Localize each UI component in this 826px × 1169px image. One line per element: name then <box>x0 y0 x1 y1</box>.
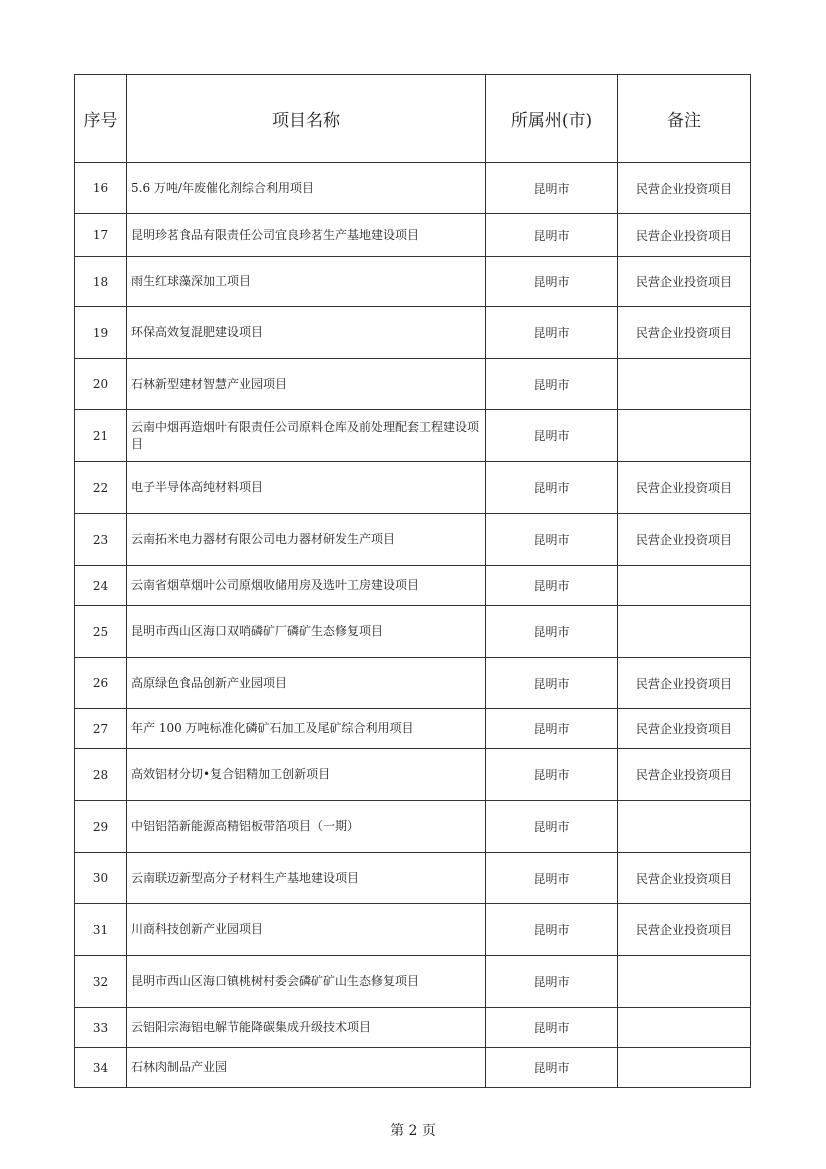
row-number: 20 <box>75 359 127 410</box>
table-row <box>75 904 751 956</box>
project-name: 5.6 万吨/年废催化剂综合利用项目 <box>127 163 486 214</box>
table-row <box>75 709 751 749</box>
note-text: 民营企业投资项目 <box>618 257 751 307</box>
city-name: 昆明市 <box>486 359 618 410</box>
row-number: 17 <box>75 214 127 257</box>
row-number: 26 <box>75 658 127 709</box>
project-name: 川商科技创新产业园项目 <box>127 904 486 956</box>
table-row <box>75 956 751 1008</box>
table-row <box>75 462 751 514</box>
note-text: 民营企业投资项目 <box>618 904 751 956</box>
city-name: 昆明市 <box>486 1048 618 1088</box>
project-name: 石林新型建材智慧产业园项目 <box>127 359 486 410</box>
table-row <box>75 749 751 801</box>
row-number: 32 <box>75 956 127 1008</box>
row-number: 23 <box>75 514 127 566</box>
city-name: 昆明市 <box>486 658 618 709</box>
note-text <box>618 606 751 658</box>
note-text: 民营企业投资项目 <box>618 307 751 359</box>
table-row <box>75 853 751 904</box>
city-name: 昆明市 <box>486 709 618 749</box>
project-name: 年产 100 万吨标准化磷矿石加工及尾矿综合利用项目 <box>127 709 486 749</box>
project-name: 中铝铝箔新能源高精铝板带箔项目（一期） <box>127 801 486 853</box>
note-text <box>618 410 751 462</box>
city-name: 昆明市 <box>486 801 618 853</box>
note-text <box>618 566 751 606</box>
project-name: 石林肉制品产业园 <box>127 1048 486 1088</box>
table-row <box>75 163 751 214</box>
note-text: 民营企业投资项目 <box>618 163 751 214</box>
project-name: 高原绿色食品创新产业园项目 <box>127 658 486 709</box>
note-text: 民营企业投资项目 <box>618 853 751 904</box>
city-name: 昆明市 <box>486 410 618 462</box>
project-name: 云南拓米电力器材有限公司电力器材研发生产项目 <box>127 514 486 566</box>
row-number: 29 <box>75 801 127 853</box>
city-name: 昆明市 <box>486 904 618 956</box>
row-number: 24 <box>75 566 127 606</box>
table-row <box>75 514 751 566</box>
city-name: 昆明市 <box>486 749 618 801</box>
project-name: 高效铝材分切•复合铝精加工创新项目 <box>127 749 486 801</box>
row-number: 33 <box>75 1008 127 1048</box>
note-text <box>618 956 751 1008</box>
table-header-row <box>75 75 751 163</box>
city-name: 昆明市 <box>486 462 618 514</box>
row-number: 22 <box>75 462 127 514</box>
project-name: 电子半导体高纯材料项目 <box>127 462 486 514</box>
row-number: 31 <box>75 904 127 956</box>
project-name: 昆明珍茗食品有限责任公司宜良珍茗生产基地建设项目 <box>127 214 486 257</box>
project-name: 雨生红球藻深加工项目 <box>127 257 486 307</box>
note-text: 民营企业投资项目 <box>618 709 751 749</box>
note-text <box>618 801 751 853</box>
note-text: 民营企业投资项目 <box>618 749 751 801</box>
project-name: 昆明市西山区海口镇桃树村委会磷矿矿山生态修复项目 <box>127 956 486 1008</box>
note-text <box>618 1048 751 1088</box>
row-number: 28 <box>75 749 127 801</box>
city-name: 昆明市 <box>486 163 618 214</box>
row-number: 16 <box>75 163 127 214</box>
note-text <box>618 359 751 410</box>
note-text: 民营企业投资项目 <box>618 658 751 709</box>
table-row <box>75 801 751 853</box>
table-row <box>75 1048 751 1088</box>
row-number: 25 <box>75 606 127 658</box>
project-name: 昆明市西山区海口双哨磷矿厂磷矿生态修复项目 <box>127 606 486 658</box>
city-name: 昆明市 <box>486 514 618 566</box>
table-row <box>75 214 751 257</box>
table-row <box>75 1008 751 1048</box>
header-no: 序号 <box>75 75 127 163</box>
row-number: 27 <box>75 709 127 749</box>
note-text: 民营企业投资项目 <box>618 514 751 566</box>
city-name: 昆明市 <box>486 853 618 904</box>
project-name: 云南省烟草烟叶公司原烟收储用房及选叶工房建设项目 <box>127 566 486 606</box>
table-row <box>75 658 751 709</box>
page-number: 第 2 页 <box>390 1123 436 1139</box>
city-name: 昆明市 <box>486 214 618 257</box>
row-number: 30 <box>75 853 127 904</box>
row-number: 18 <box>75 257 127 307</box>
header-name: 项目名称 <box>127 75 486 163</box>
table-row <box>75 257 751 307</box>
table-row <box>75 606 751 658</box>
table-row <box>75 410 751 462</box>
header-city: 所属州(市) <box>486 75 618 163</box>
city-name: 昆明市 <box>486 566 618 606</box>
row-number: 34 <box>75 1048 127 1088</box>
header-note: 备注 <box>618 75 751 163</box>
note-text <box>618 1008 751 1048</box>
table-row <box>75 566 751 606</box>
city-name: 昆明市 <box>486 257 618 307</box>
project-name: 云铝阳宗海铝电解节能降碳集成升级技术项目 <box>127 1008 486 1048</box>
table-body <box>75 163 751 1088</box>
table-row <box>75 307 751 359</box>
city-name: 昆明市 <box>486 606 618 658</box>
row-number: 21 <box>75 410 127 462</box>
row-number: 19 <box>75 307 127 359</box>
city-name: 昆明市 <box>486 307 618 359</box>
note-text: 民营企业投资项目 <box>618 462 751 514</box>
table-row <box>75 359 751 410</box>
note-text: 民营企业投资项目 <box>618 214 751 257</box>
project-name: 环保高效复混肥建设项目 <box>127 307 486 359</box>
project-table <box>74 74 751 1088</box>
project-name: 云南中烟再造烟叶有限责任公司原料仓库及前处理配套工程建设项目 <box>127 410 486 462</box>
project-name: 云南联迈新型高分子材料生产基地建设项目 <box>127 853 486 904</box>
city-name: 昆明市 <box>486 956 618 1008</box>
city-name: 昆明市 <box>486 1008 618 1048</box>
